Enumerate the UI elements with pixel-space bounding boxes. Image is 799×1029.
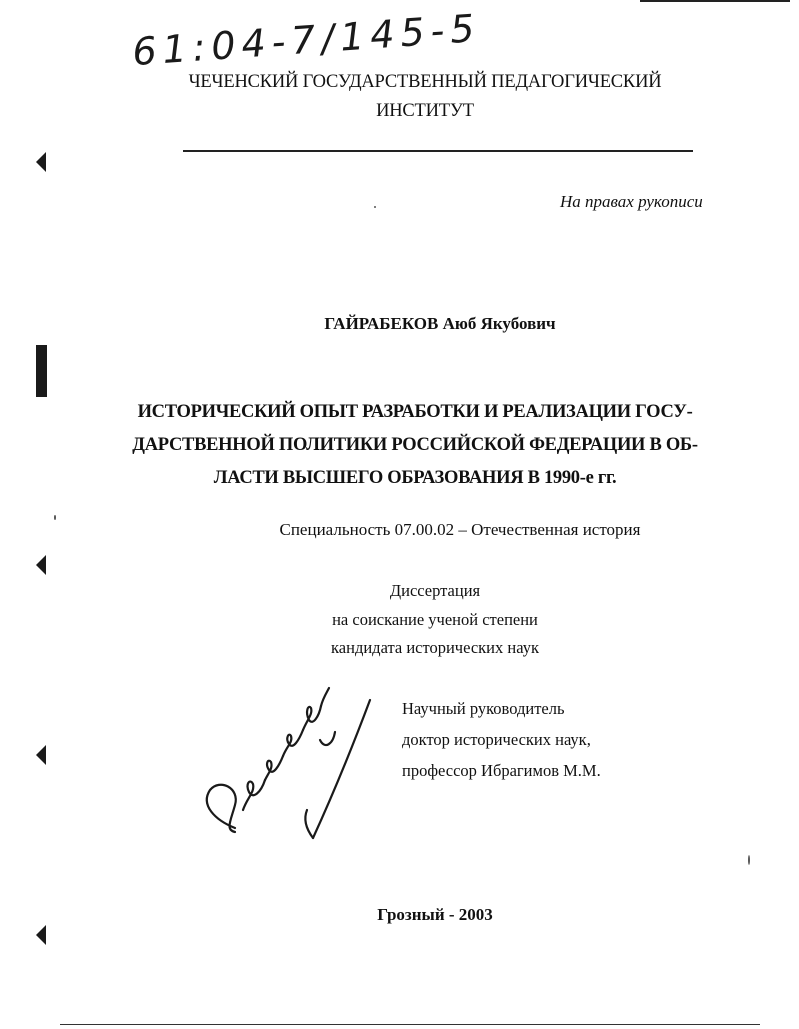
scan-speck <box>54 515 56 520</box>
scan-bottom-edge <box>60 1024 760 1025</box>
scan-edge-mark <box>36 925 46 945</box>
rights-note: На правах рукописи <box>560 192 703 211</box>
author-signature <box>195 680 395 850</box>
specialty: Специальность 07.00.02 – Отечественная история <box>279 520 641 539</box>
scan-top-edge <box>640 0 790 2</box>
supervisor-line: профессор Ибрагимов М.М. <box>402 761 601 780</box>
dissertation-title <box>95 396 735 495</box>
scan-edge-mark <box>36 152 46 172</box>
title-line: ЛАСТИ ВЫСШЕГО ОБРАЗОВАНИЯ В 1990-е гг. <box>213 468 617 488</box>
supervisor-block <box>402 693 601 786</box>
institution-name-line2: ИНСТИТУТ <box>376 101 474 121</box>
dissertation-statement <box>250 577 620 663</box>
dissertation-line: на соискание ученой степени <box>332 609 538 629</box>
scan-edge-mark <box>36 555 46 575</box>
supervisor-line: доктор исторических наук, <box>402 730 591 749</box>
supervisor-line: Научный руководитель <box>402 699 565 718</box>
scan-speck <box>748 855 750 865</box>
scan-speck <box>374 206 376 208</box>
header-divider <box>183 150 693 152</box>
author-name: ГАЙРАБЕКОВ Аюб Якубович <box>324 314 556 333</box>
scan-edge-mark <box>36 745 46 765</box>
city-year: Грозный - 2003 <box>377 905 493 924</box>
dissertation-line: Диссертация <box>389 581 481 600</box>
archive-code: 61:04-7/145-5 <box>130 5 482 75</box>
scan-edge-mark <box>36 345 47 397</box>
institution-name: ЧЕЧЕНСКИЙ ГОСУДАРСТВЕННЫЙ ПЕДАГОГИЧЕСКИЙ <box>188 72 662 92</box>
title-line: ИСТОРИЧЕСКИЙ ОПЫТ РАЗРАБОТКИ И РЕАЛИЗАЦИИ ГОСУ- <box>137 402 693 422</box>
dissertation-line: кандидата исторических наук <box>331 638 539 657</box>
title-line: ДАРСТВЕННОЙ ПОЛИТИКИ РОССИЙСКОЙ ФЕДЕРАЦИИ В ОБ- <box>132 435 698 455</box>
